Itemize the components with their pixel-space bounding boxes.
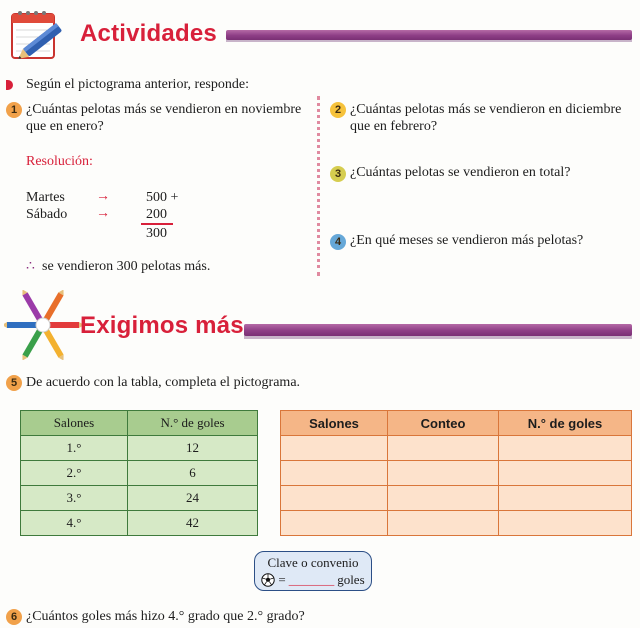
question-3: ¿Cuántas pelotas se vendieron en total?: [350, 165, 571, 180]
therefore-symbol: ∴: [26, 259, 35, 274]
table-row: [281, 511, 632, 536]
empty-cell[interactable]: [388, 511, 499, 536]
table-cell: 24: [128, 486, 258, 511]
question-1-line1: ¿Cuántas pelotas más se vendieron en noviembre: [26, 102, 302, 117]
column-divider: [317, 96, 320, 276]
title-band: [244, 324, 632, 336]
empty-cell[interactable]: [388, 486, 499, 511]
pictogram-fill-table: [280, 410, 632, 536]
question-6: ¿Cuántos goles más hizo 4.° grado que 2.° grado?: [26, 609, 305, 624]
resolution-total: 300: [146, 226, 167, 241]
column-header: N.° de goles: [128, 411, 258, 436]
resolution-row2-value: 200: [146, 207, 167, 222]
soccer-ball-icon: [261, 573, 275, 587]
question-1: [26, 101, 326, 135]
question-number-badge: 4: [330, 234, 346, 250]
key-equals: =: [278, 572, 286, 587]
pencils-star-icon: [4, 290, 82, 360]
key-unit: goles: [337, 572, 365, 587]
table-cell: 3.°: [21, 486, 128, 511]
table-cell: 42: [128, 511, 258, 536]
empty-cell[interactable]: [281, 511, 388, 536]
section-title-exigimos: Exigimos más: [80, 312, 244, 339]
empty-cell[interactable]: [499, 436, 632, 461]
question-2: [350, 101, 638, 135]
question-number-badge: 6: [6, 609, 22, 625]
column-header: N.° de goles: [499, 411, 632, 436]
question-2-line1: ¿Cuántas pelotas más se vendieron en diciembre: [350, 102, 622, 117]
empty-cell[interactable]: [499, 461, 632, 486]
table-header-row: [281, 411, 632, 436]
table-row: [21, 486, 258, 511]
intro-text: Según el pictograma anterior, responde:: [26, 77, 249, 92]
arrow-icon: →: [96, 189, 110, 204]
question-number-badge: 1: [6, 102, 22, 118]
question-5: De acuerdo con la tabla, completa el pictograma.: [26, 375, 301, 390]
table-row: [21, 511, 258, 536]
table-cell: 2.°: [21, 461, 128, 486]
table-cell: 12: [128, 436, 258, 461]
empty-cell[interactable]: [281, 436, 388, 461]
question-4: ¿En qué meses se vendieron más pelotas?: [350, 233, 584, 248]
resolution-row1-value: 500 +: [146, 190, 179, 205]
table-cell: 6: [128, 461, 258, 486]
table-row: [281, 436, 632, 461]
question-number-badge: 3: [330, 166, 346, 182]
calendar-pencil-icon: [8, 6, 72, 64]
resolution-label: Resolución:: [26, 154, 93, 169]
resolution-row2-label: Sábado: [26, 207, 68, 222]
empty-cell[interactable]: [281, 461, 388, 486]
column-header: Salones: [21, 411, 128, 436]
key-blank[interactable]: _______: [288, 572, 335, 587]
table-row: [281, 461, 632, 486]
empty-cell[interactable]: [499, 511, 632, 536]
goals-data-table: [20, 410, 258, 536]
arrow-icon: →: [96, 206, 110, 221]
title-band: [226, 30, 632, 40]
column-header: Salones: [281, 411, 388, 436]
question-1-line2: que en enero?: [26, 119, 104, 134]
question-number-badge: 5: [6, 375, 22, 391]
section-title-actividades: Actividades: [80, 20, 217, 47]
empty-cell[interactable]: [281, 486, 388, 511]
question-2-line2: que en febrero?: [350, 119, 438, 134]
column-header: Conteo: [388, 411, 499, 436]
empty-cell[interactable]: [499, 486, 632, 511]
table-cell: 1.°: [21, 436, 128, 461]
resolution-row1-label: Martes: [26, 190, 65, 205]
question-number-badge: 2: [330, 102, 346, 118]
key-legend-title: Clave o convenio: [267, 555, 359, 570]
table-header-row: [21, 411, 258, 436]
empty-cell[interactable]: [388, 461, 499, 486]
key-legend-row: [255, 571, 371, 588]
empty-cell[interactable]: [388, 436, 499, 461]
table-row: [281, 486, 632, 511]
key-legend-box: [254, 551, 372, 591]
table-row: [21, 461, 258, 486]
bullet-marker: [6, 80, 13, 90]
table-cell: 4.°: [21, 511, 128, 536]
resolution-conclusion: se vendieron 300 pelotas más.: [42, 259, 211, 274]
table-row: [21, 436, 258, 461]
